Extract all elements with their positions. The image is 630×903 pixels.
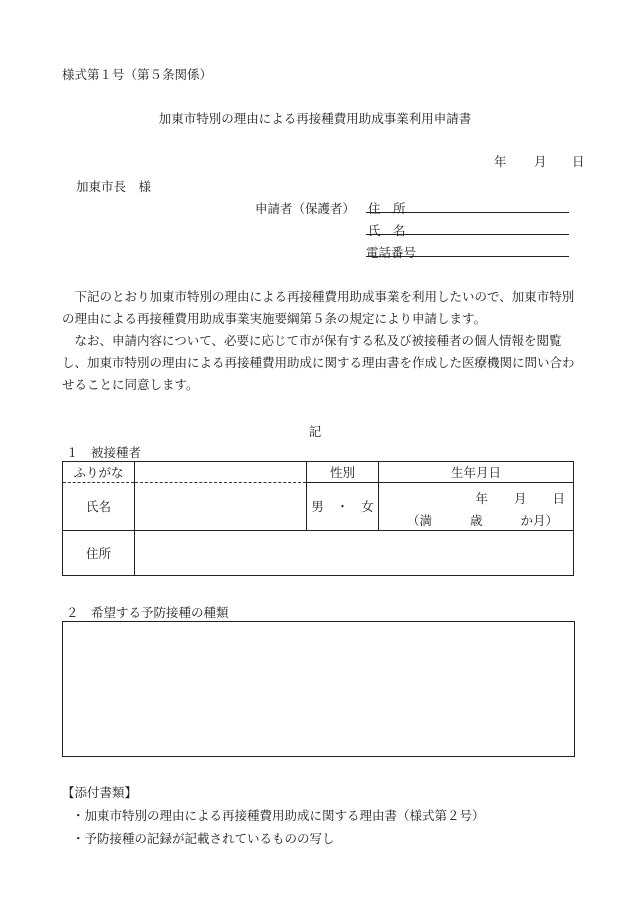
dob-label: 生年月日 xyxy=(379,462,574,483)
applicant-label: 申請者（保護者） xyxy=(255,201,356,216)
phone-line[interactable] xyxy=(366,256,569,257)
section2-title: ２ 希望する予防接種の種類 xyxy=(66,605,229,620)
document-title: 加東市特別の理由による再接種費用助成事業利用申請書 xyxy=(158,111,472,126)
attachments-heading: 【添付書類】 xyxy=(62,785,138,800)
attachment-item: ・加東市特別の理由による再接種費用助成に関する理由書（様式第２号） xyxy=(72,808,485,823)
paragraph-1: 下記のとおり加東市特別の理由による再接種費用助成事業を利用したいので、加東市特別の理由による再接種費用助成事業実施要綱第５条の規定により申請します。 xyxy=(62,289,575,326)
name-label: 氏 名 xyxy=(368,223,406,238)
dob-field[interactable] xyxy=(379,483,574,530)
dob-day: 日 xyxy=(552,490,565,506)
name-field[interactable] xyxy=(135,483,307,530)
paragraph-2: なお、申請内容について、必要に応じて市が保有する私及び被接種者の個人情報を閲覧し、加東市特別の理由による再接種費用助成に関する理由書を作成した医療機関に問い合わせることに同意します。 xyxy=(62,333,575,392)
name-line[interactable] xyxy=(366,234,569,235)
dob-year: 年 xyxy=(475,490,488,506)
addressee: 加東市長 様 xyxy=(76,179,152,194)
address-field[interactable] xyxy=(135,530,574,575)
recipient-table xyxy=(62,461,574,576)
section1-title: １ 被接種者 xyxy=(66,445,142,460)
age-years: 歳 xyxy=(470,512,483,528)
date-year: 年 xyxy=(494,154,507,169)
dob-month: 月 xyxy=(513,490,527,506)
address-label: 住 所 xyxy=(368,201,406,216)
sex-label: 性別 xyxy=(307,462,379,483)
address-label-cell: 住所 xyxy=(63,530,135,575)
furigana-label: ふりがな xyxy=(63,462,135,483)
phone-label: 電話番号 xyxy=(366,245,417,260)
vaccination-type-field[interactable] xyxy=(62,621,575,757)
address-line[interactable] xyxy=(366,212,569,213)
furigana-field[interactable] xyxy=(135,462,307,483)
name-label-cell: 氏名 xyxy=(63,483,135,530)
date-month: 月 xyxy=(534,154,547,169)
attachment-item: ・予防接種の記録が記載されているものの写し xyxy=(72,831,335,846)
form-number: 様式第１号（第５条関係） xyxy=(62,67,213,82)
age-months: か月） xyxy=(520,512,559,528)
age-open: （満 xyxy=(407,512,433,528)
date-day: 日 xyxy=(572,154,585,169)
sex-options[interactable]: 男 ・ 女 xyxy=(307,483,379,530)
body-text xyxy=(62,286,582,396)
ki-mark: 記 xyxy=(308,424,322,439)
